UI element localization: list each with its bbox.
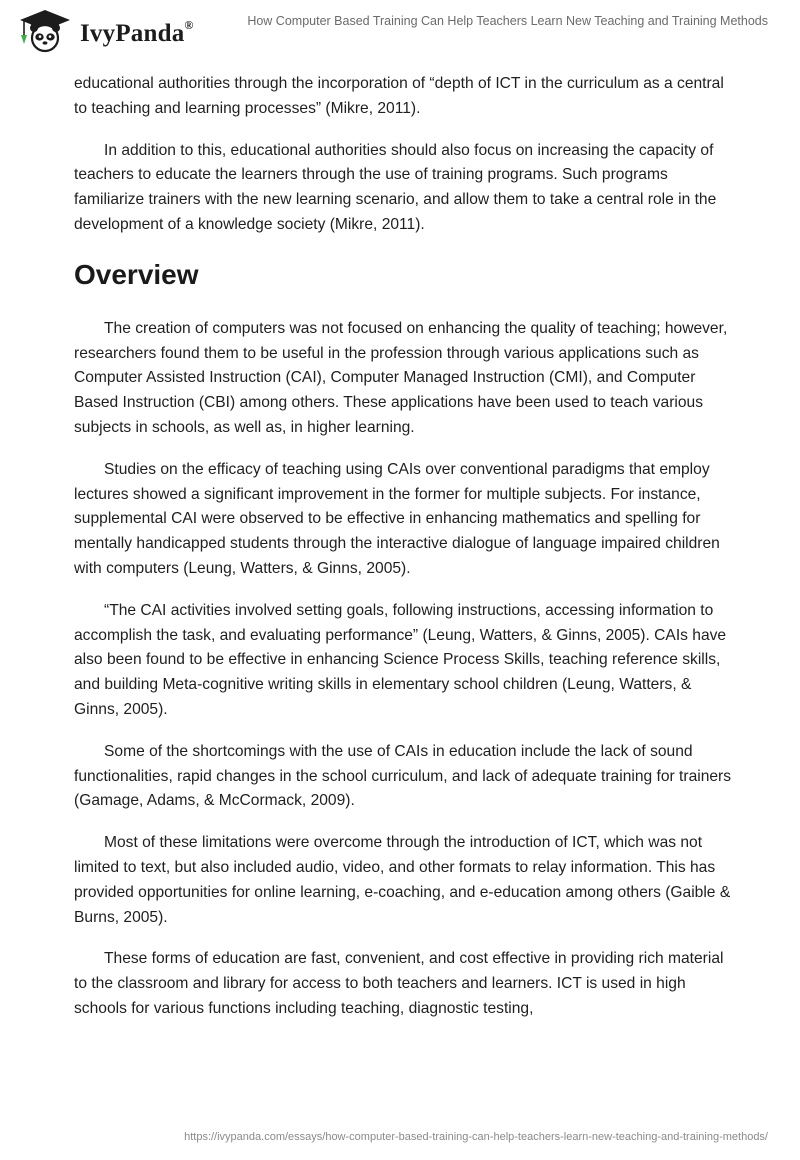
paragraph: Some of the shortcomings with the use of CAIs in education include the lack of sound functionalities, rapid changes in the school curriculum, and lack of adequate training for trainers (Gamage, Adams, & McCormack, 2009). (74, 742, 732, 810)
paragraph: The creation of computers was not focused on enhancing the quality of teaching; however, researchers found them to be useful in the profession through various applications such as Computer Assisted Instruction (CAI), Computer Managed Instruction (CMI), and Computer Based Instruction (CBI) among others. These applications have been used to teach various subjects in schools, as well as, in higher learning. (74, 319, 728, 436)
essay-body (74, 72, 734, 1039)
page-header (0, 0, 800, 60)
paragraph: Studies on the efficacy of teaching using CAIs over conventional paradigms that employ lectures showed a significant improvement in the former for multiple subjects. For instance, supplemental CAI were observed to be effective in enhancing mathematics and spelling for mentally handicapped students through the interactive dialogue of language impaired children with computers (Leung, Watters, & Ginns, 2005). (74, 460, 720, 577)
source-url[interactable]: https://ivypanda.com/essays/how-computer-based-training-can-help-teachers-learn-new-teaching-and-training-methods/ (184, 1131, 768, 1143)
section-heading: Overview (74, 258, 199, 290)
ivypanda-logo[interactable] (14, 8, 214, 54)
paragraph: “The CAI activities involved setting goals, following instructions, accessing information to accomplish the task, and evaluating performance” (Leung, Watters, & Ginns, 2005). CAIs have also been found to be effective in enhancing Science Process Skills, teaching reference skills, and building Meta-cognitive writing skills in elementary school children (Leung, Watters, & Ginns, 2005). (74, 601, 727, 718)
paragraph: These forms of education are fast, convenient, and cost effective in providing rich material to the classroom and library for access to both teachers and learners. ICT is used in high schools for various functions including teaching, diagnostic testing, (74, 950, 724, 1017)
panda-graduate-icon (14, 8, 76, 54)
brand-name: IvyPanda® (80, 18, 194, 47)
paragraph: educational authorities through the incorporation of “depth of ICT in the curriculum as a central to teaching and learning processes” (Mikre, 2011). (74, 75, 724, 117)
paragraph: Most of these limitations were overcome through the introduction of ICT, which was not limited to text, but also included audio, video, and other formats to relay information. This has provided opportunities for online learning, e-coaching, and e-education among others (Gaible & Burns, 2005). (74, 834, 731, 926)
document-title: How Computer Based Training Can Help Teachers Learn New Teaching and Training Methods (247, 14, 768, 28)
paragraph: In addition to this, educational authorities should also focus on increasing the capacity of teachers to educate the learners through the use of training programs. Such programs familiarize trainers with the new learning scenario, and allow them to take a central role in the development of a knowledge society (Mikre, 2011). (74, 141, 717, 233)
